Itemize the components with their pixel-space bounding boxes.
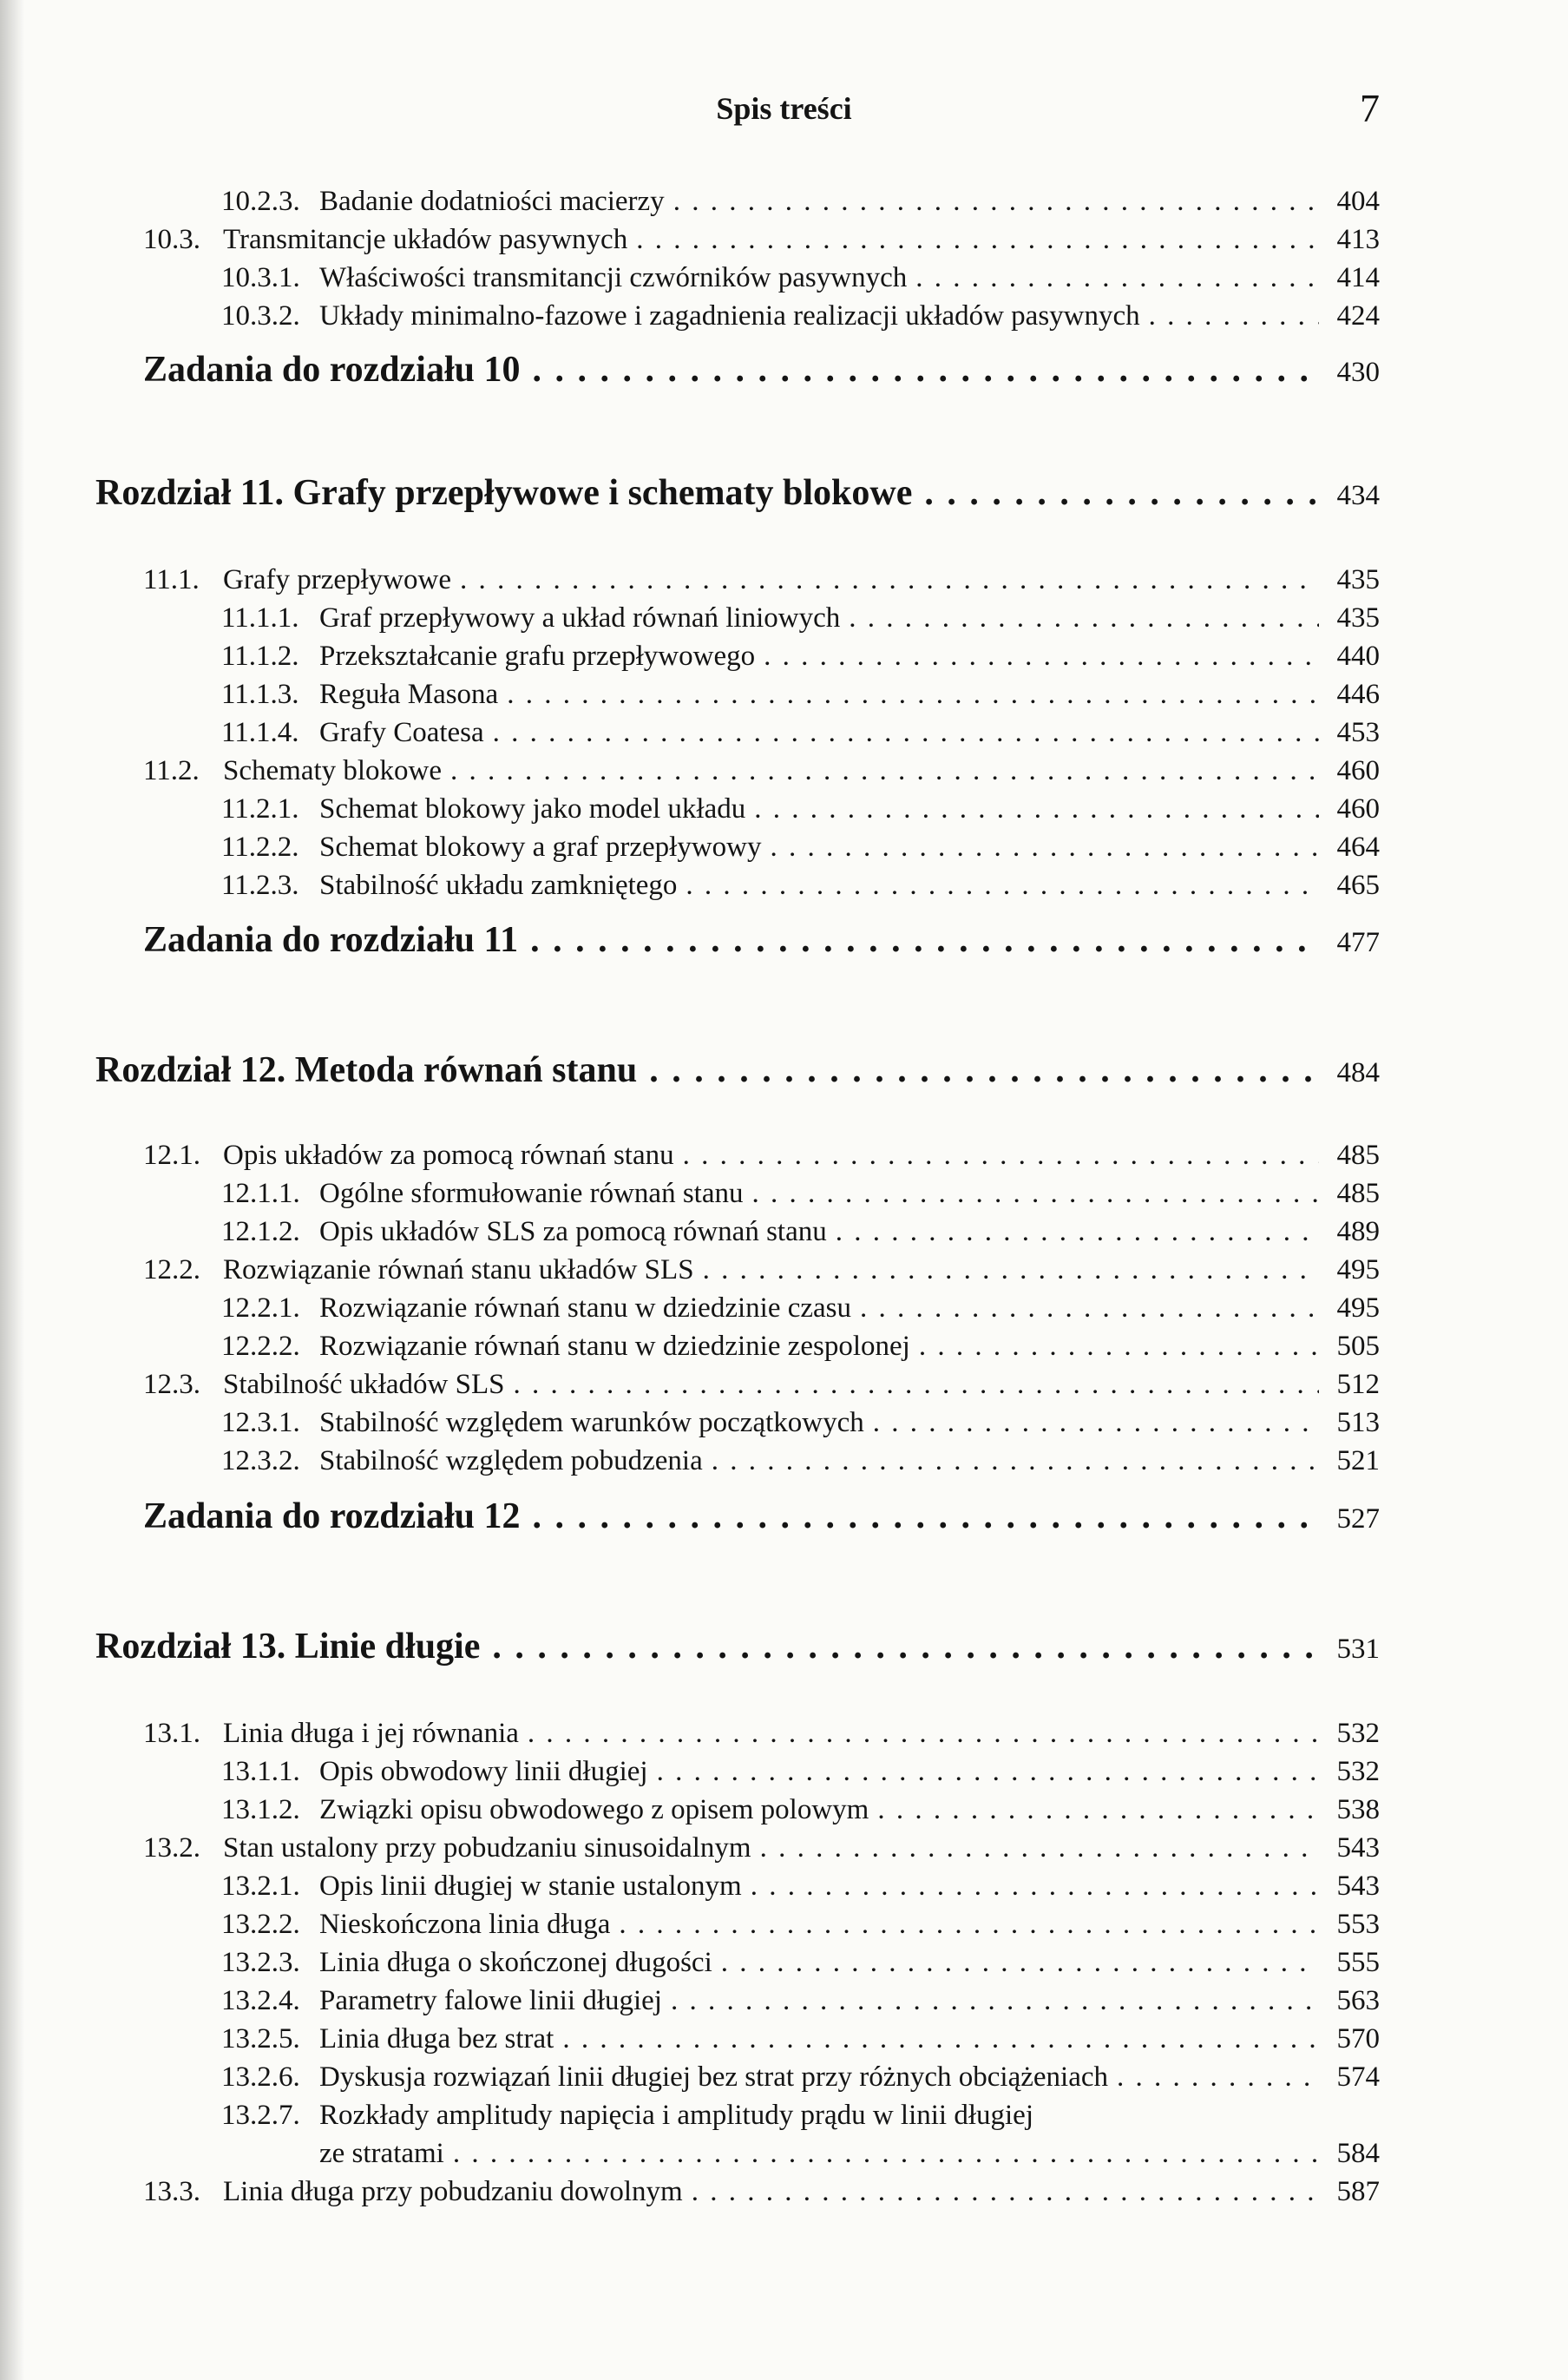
entry-number: 12.3. (143, 1369, 200, 1400)
entry-number: 11.2. (143, 755, 200, 786)
entry-number: 12.3.2. (221, 1445, 300, 1476)
chapter-title: Rozdział 13. Linie długie (95, 1627, 481, 1667)
toc-entry (221, 1796, 1380, 1824)
leader-dots (754, 795, 1319, 824)
toc-entry-first-line (221, 2101, 1033, 2130)
entry-number: 13.2. (143, 1832, 200, 1864)
toc-entry (221, 604, 1380, 633)
toc-entry (221, 187, 1380, 216)
toc-entry (221, 871, 1380, 900)
entry-number: 11.1.3. (221, 679, 299, 710)
toc-exercises-entry (143, 922, 1380, 958)
entry-number: 11.1.4. (221, 717, 299, 748)
entry-page: 555 (1336, 1947, 1380, 1978)
entry-title: Badanie dodatniości macierzy (319, 186, 665, 217)
toc-entry (221, 1987, 1380, 2015)
leader-dots (692, 2178, 1319, 2206)
entry-page: 460 (1336, 755, 1380, 786)
entry-title: Rozwiązanie równań stanu w dziedzinie zespolonej (319, 1331, 910, 1362)
entry-number: 13.1.2. (221, 1794, 300, 1825)
toc-entry (221, 642, 1380, 671)
entry-page: 512 (1336, 1369, 1380, 1400)
entry-page: 505 (1336, 1331, 1380, 1362)
entry-title: Reguła Masona (319, 679, 499, 710)
leader-dots (721, 1949, 1319, 1977)
entry-page: 495 (1336, 1254, 1380, 1285)
toc-entry (221, 302, 1380, 331)
toc-chapter-entry (95, 1628, 1380, 1665)
leader-dots (493, 719, 1319, 747)
page-edge-shadow (0, 0, 24, 2380)
entry-page: 574 (1336, 2061, 1380, 2093)
entry-title: Linia długa przy pobudzaniu dowolnym (223, 2176, 683, 2207)
entry-page: 460 (1336, 793, 1380, 825)
entry-title: Schemat blokowy jako model układu (319, 793, 746, 825)
entry-page: 553 (1336, 1909, 1380, 1940)
entry-page: 532 (1336, 1756, 1380, 1787)
entry-title: Zadania do rozdziału 11 (143, 920, 519, 960)
entry-page: 495 (1336, 1292, 1380, 1324)
entry-title: Schemat blokowy a graf przepływowy (319, 832, 762, 863)
leader-dots (532, 352, 1319, 388)
entry-title: Zadania do rozdziału 12 (143, 1496, 521, 1536)
entry-title: Opis układów SLS za pomocą równań stanu (319, 1216, 827, 1247)
entry-title: Związki opisu obwodowego z opisem polowym (319, 1794, 869, 1825)
toc-entry (143, 2178, 1380, 2206)
entry-title: Graf przepływowy a układ równań liniowych (319, 602, 841, 634)
entry-title: Rozwiązanie równań stanu układów SLS (223, 1254, 694, 1285)
entry-number: 11.1. (143, 564, 200, 595)
entry-number: 13.3. (143, 2176, 200, 2207)
entry-title: Ogólne sformułowanie równań stanu (319, 1178, 744, 1209)
entry-page: 424 (1336, 300, 1380, 332)
toc-entry (221, 1910, 1380, 1939)
toc-entry (143, 226, 1380, 254)
leader-dots (751, 1872, 1319, 1901)
entry-number: 10.2.3. (221, 186, 300, 217)
toc-entry (221, 2025, 1380, 2054)
leader-dots (1117, 2063, 1319, 2092)
toc-entry (143, 1141, 1380, 1170)
entry-number: 11.1.1. (221, 602, 299, 634)
toc-chapter-entry (95, 475, 1380, 511)
toc-entry (143, 1371, 1380, 1399)
entry-page: 543 (1336, 1832, 1380, 1864)
entry-page: 465 (1336, 870, 1380, 901)
toc-entry (143, 757, 1380, 786)
entry-page: 413 (1336, 224, 1380, 255)
leader-dots (636, 226, 1319, 254)
entry-title: Układy minimalno-fazowe i zagadnienia realizacji układów pasywnych (319, 300, 1140, 332)
entry-page: 587 (1336, 2176, 1380, 2207)
entry-number: 13.2.5. (221, 2023, 300, 2055)
toc-chapter-entry (95, 1052, 1380, 1088)
entry-page: 484 (1336, 1057, 1380, 1088)
entry-title: Parametry falowe linii długiej (319, 1985, 662, 2016)
entry-title: Grafy Coatesa (319, 717, 484, 748)
leader-dots (507, 680, 1319, 709)
entry-number: 10.3. (143, 224, 200, 255)
leader-dots (760, 1834, 1319, 1863)
leader-dots (764, 642, 1319, 671)
entry-page: 570 (1336, 2023, 1380, 2055)
chapter-title: Rozdział 11. Grafy przepływowe i schematy blokowe (95, 473, 913, 513)
toc-entry (221, 1180, 1380, 1208)
entry-page: 485 (1336, 1178, 1380, 1209)
entry-title: Nieskończona linia długa (319, 1909, 611, 1940)
entry-page: 531 (1336, 1634, 1380, 1665)
entry-title: Linia długa o skończonej długości (319, 1947, 712, 1978)
toc-exercises-entry (143, 1498, 1380, 1535)
entry-title: Opis obwodowy linii długiej (319, 1756, 648, 1787)
leader-dots (514, 1371, 1319, 1399)
entry-title: Linia długa i jej równania (223, 1718, 519, 1749)
entry-number: 13.2.3. (221, 1947, 300, 1978)
leader-dots (460, 566, 1319, 595)
entry-title: Rozwiązanie równań stanu w dziedzinie czasu (319, 1292, 851, 1324)
entry-number: 12.3.1. (221, 1407, 300, 1438)
toc-entry (221, 833, 1380, 862)
entry-page: 485 (1336, 1140, 1380, 1171)
entry-title: Linia długa bez strat (319, 2023, 554, 2055)
entry-title: Przekształcanie grafu przepływowego (319, 641, 756, 672)
entry-title: Właściwości transmitancji czwórników pasywnych (319, 262, 908, 293)
leader-dots (530, 922, 1319, 958)
entry-number: 13.1.1. (221, 1756, 300, 1787)
toc-entry (221, 719, 1380, 747)
leader-dots (712, 1447, 1319, 1476)
toc-entry (221, 2063, 1380, 2092)
leader-dots (836, 1218, 1319, 1246)
entry-page: 513 (1336, 1407, 1380, 1438)
toc-entry (143, 1719, 1380, 1748)
entry-page: 538 (1336, 1794, 1380, 1825)
entry-title: Opis układów za pomocą równań stanu (223, 1140, 674, 1171)
entry-number: 13.1. (143, 1718, 200, 1749)
entry-number: 11.2.3. (221, 870, 299, 901)
running-header-title: Spis treści (716, 91, 852, 126)
entry-number: 13.2.7. (221, 2100, 300, 2131)
leader-dots (528, 1719, 1319, 1748)
chapter-title: Rozdział 12. Metoda równań stanu (95, 1050, 638, 1090)
entry-number: 12.1. (143, 1140, 200, 1171)
entry-number: 13.2.1. (221, 1870, 300, 1902)
leader-dots (915, 264, 1319, 293)
entry-number: 13.2.4. (221, 1985, 300, 2016)
entry-number: 12.2.1. (221, 1292, 300, 1324)
entry-number: 12.2. (143, 1254, 200, 1285)
leader-dots (771, 833, 1319, 862)
entry-number: 11.2.1. (221, 793, 299, 825)
entry-number: 10.3.2. (221, 300, 300, 332)
leader-dots (849, 604, 1319, 633)
leader-dots (673, 187, 1319, 216)
leader-dots (453, 2140, 1319, 2168)
leader-dots (450, 757, 1319, 786)
toc-entry (143, 1256, 1380, 1285)
leader-dots (683, 1141, 1319, 1170)
entry-page: 543 (1336, 1870, 1380, 1902)
leader-dots (562, 2025, 1319, 2054)
entry-page: 434 (1336, 480, 1380, 511)
entry-page: 435 (1336, 564, 1380, 595)
leader-dots (686, 871, 1319, 900)
leader-dots (532, 1498, 1319, 1535)
toc-entry (221, 1409, 1380, 1437)
entry-number: 10.3.1. (221, 262, 300, 293)
leader-dots (657, 1758, 1319, 1786)
toc-entry (319, 2140, 1380, 2168)
entry-title: Stabilność układów SLS (223, 1369, 505, 1400)
entry-page: 453 (1336, 717, 1380, 748)
entry-page: 563 (1336, 1985, 1380, 2016)
entry-title: Schematy blokowe (223, 755, 443, 786)
entry-page: 440 (1336, 641, 1380, 672)
entry-page: 464 (1336, 832, 1380, 863)
entry-number: 12.1.2. (221, 1216, 300, 1247)
toc-entry (221, 680, 1380, 709)
toc-entry (221, 264, 1380, 293)
entry-title: Stan ustalony przy pobudzaniu sinusoidalnym (223, 1832, 751, 1864)
entry-title: Stabilność układu zamkniętego (319, 870, 678, 901)
entry-title: Transmitancje układów pasywnych (223, 224, 628, 255)
leader-dots (924, 475, 1319, 511)
entry-title: Zadania do rozdziału 10 (143, 350, 521, 390)
entry-page: 584 (1336, 2138, 1380, 2169)
entry-page: 489 (1336, 1216, 1380, 1247)
entry-page: 521 (1336, 1445, 1380, 1476)
entry-page: 430 (1336, 357, 1380, 388)
toc-entry (221, 795, 1380, 824)
entry-number: 13.2.2. (221, 1909, 300, 1940)
leader-dots (619, 1910, 1319, 1939)
leader-dots (873, 1409, 1319, 1437)
entry-page: 527 (1336, 1503, 1380, 1535)
leader-dots (492, 1628, 1319, 1665)
entry-page: 435 (1336, 602, 1380, 634)
leader-dots (649, 1052, 1319, 1088)
entry-title: Dyskusja rozwiązań linii długiej bez strat przy różnych obciążeniach (319, 2061, 1108, 2093)
toc-entry (221, 1758, 1380, 1786)
entry-number: 13.2.6. (221, 2061, 300, 2093)
entry-title: Stabilność względem warunków początkowych (319, 1407, 864, 1438)
entry-page: 532 (1336, 1718, 1380, 1749)
entry-number: 12.2.2. (221, 1331, 300, 1362)
leader-dots (703, 1256, 1319, 1285)
entry-title-continued: ze stratami (319, 2138, 444, 2169)
entry-number: 11.1.2. (221, 641, 299, 672)
toc-entry (143, 1834, 1380, 1863)
entry-title: Grafy przepływowe (223, 564, 451, 595)
toc-exercises-entry (143, 352, 1380, 388)
entry-title: Stabilność względem pobudzenia (319, 1445, 703, 1476)
entry-page: 477 (1336, 927, 1380, 958)
toc-entry (221, 1872, 1380, 1901)
toc-entry (221, 1447, 1380, 1476)
toc-entry (143, 566, 1380, 595)
leader-dots (919, 1332, 1319, 1361)
toc-entry (221, 1294, 1380, 1323)
entry-page: 414 (1336, 262, 1380, 293)
page-number: 7 (1360, 86, 1380, 130)
entry-number: 12.1.1. (221, 1178, 300, 1209)
entry-page: 404 (1336, 186, 1380, 217)
leader-dots (1149, 302, 1319, 331)
toc-entry (221, 1949, 1380, 1977)
toc-entry (221, 1332, 1380, 1361)
toc-entry (221, 1218, 1380, 1246)
leader-dots (877, 1796, 1319, 1824)
leader-dots (751, 1180, 1319, 1208)
entry-number: 11.2.2. (221, 832, 299, 863)
entry-title: Opis linii długiej w stanie ustalonym (319, 1870, 742, 1902)
entry-title: Rozkłady amplitudy napięcia i amplitudy prądu w linii długiej (319, 2100, 1034, 2131)
entry-page: 446 (1336, 679, 1380, 710)
leader-dots (671, 1987, 1319, 2015)
leader-dots (860, 1294, 1319, 1323)
